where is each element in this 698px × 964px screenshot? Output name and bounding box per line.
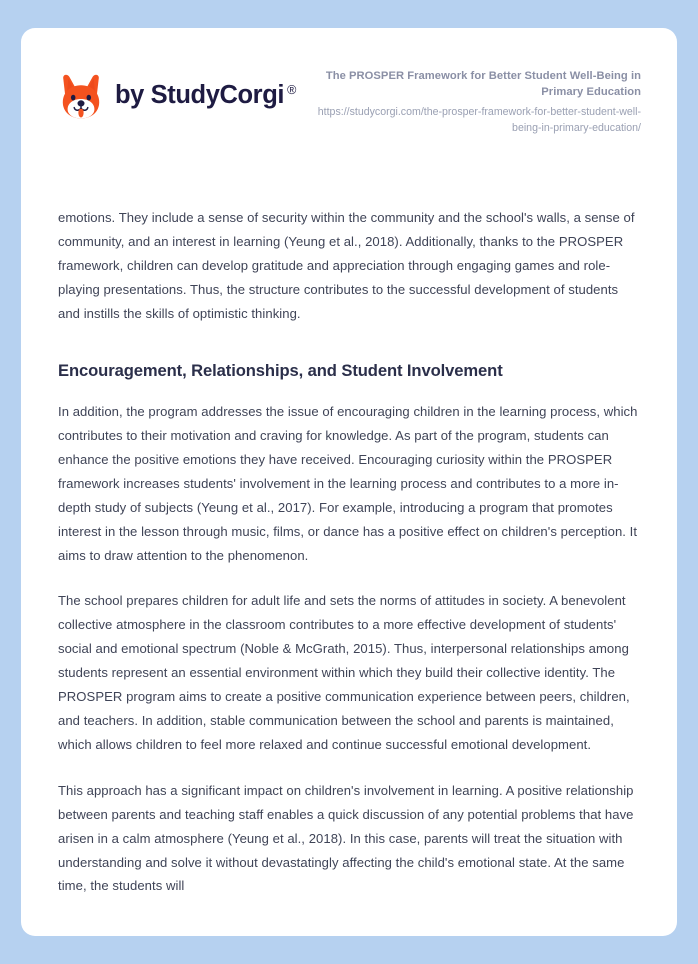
brand-wordmark-text: by StudyCorgi: [115, 81, 285, 110]
header-body-spacer: [58, 150, 640, 206]
section-heading-encouragement: Encouragement, Relationships, and Student Involvement: [58, 360, 503, 380]
registered-trademark-icon: ®: [287, 83, 296, 98]
corgi-head-icon: [58, 72, 104, 120]
document-body: [21, 150, 677, 898]
document-title: The PROSPER Framework for Better Student Well-Being in Primary Education: [325, 70, 641, 99]
document-url[interactable]: https://studycorgi.com/the-prosper-framework-for-better-student-well-being-in-primary-education/: [317, 106, 641, 134]
document-header: [21, 28, 677, 150]
header-document-meta: [296, 66, 641, 136]
brand-logo[interactable]: [58, 66, 296, 120]
paragraph-emotions-security: emotions. They include a sense of security within the community and the school's walls, a sense of community, and an interest in learning (Yeung et al., 2018). Additionally, thanks to the PROSPER framework, children can develop gratitude and appreciation through engaging games and role-playing presentations. Thus, the structure contributes to the successful development of students and instills the skills of optimistic thinking.: [58, 210, 635, 321]
paragraph-school-prepares-children: The school prepares children for adult life and sets the norms of attitudes in society. A benevolent collective atmosphere in the classroom contributes to a more effective development of students' social and emotional spectrum (Noble & McGrath, 2015). Thus, interpersonal relationships among students represent an essential environment within which they build their collective identity. The PROSPER program aims to create a positive communication experience between peers, children, and teachers. In addition, stable communication between the school and parents is maintained, which allows children to feel more relaxed and continue successful emotional development.: [58, 593, 630, 752]
brand-wordmark: [115, 83, 296, 109]
document-card: [21, 28, 677, 936]
paragraph-encouraging-children: In addition, the program addresses the issue of encouraging children in the learning process, which contributes to their motivation and craving for knowledge. As part of the program, students can enhance the positive emotions they have received. Encouraging curiosity within the PROSPER framework increases students' involvement in the learning process and contributes to a more in-depth study of subjects (Yeung et al., 2017). For example, introducing a program that promotes interest in the lesson through music, films, or dance has a positive effect on children's perception. It aims to draw attention to the phenomenon.: [58, 404, 638, 563]
paragraph-approach-impact-involvement: This approach has a significant impact on children's involvement in learning. A positive relationship between parents and teaching staff enables a quick discussion of any potential problems that have arisen in a calm atmosphere (Yeung et al., 2018). In this case, parents will treat the situation with understanding and solve it without devastatingly affecting the child's emotional state. At the same time, the students will: [58, 782, 634, 894]
